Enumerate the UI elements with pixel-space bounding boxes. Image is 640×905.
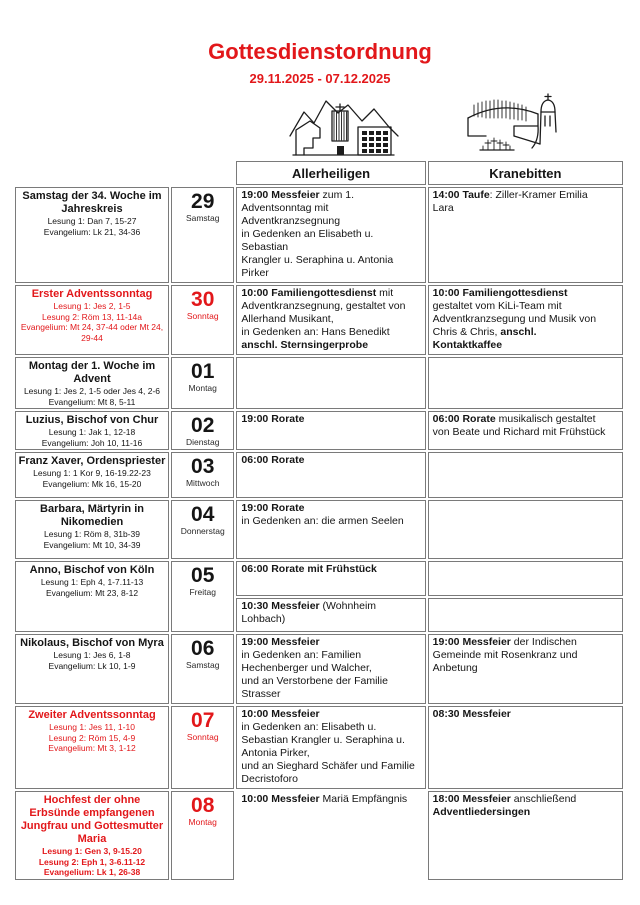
service-cell-kranebitten bbox=[428, 357, 623, 409]
service-text-segment: 10:00 Messfeier bbox=[241, 708, 320, 720]
service-cell-kranebitten bbox=[428, 500, 623, 559]
document-header bbox=[0, 0, 640, 86]
service-text-segment: 06:00 Rorate mit Frühstück bbox=[241, 563, 377, 575]
date-cell bbox=[171, 500, 234, 559]
day-cell bbox=[15, 706, 169, 789]
service-cell-kranebitten bbox=[428, 452, 623, 498]
day-title: Zweiter Adventssonntag bbox=[28, 709, 156, 721]
weekday-label: Montag bbox=[188, 817, 217, 827]
reading-line: Lesung 1: Dan 7, 15-27 bbox=[47, 216, 137, 226]
date-cell bbox=[171, 561, 234, 632]
weekday-label: Sonntag bbox=[186, 311, 219, 321]
reading-line: Lesung 1: Röm 8, 31b-39 bbox=[44, 529, 140, 539]
service-text-segment: musikalisch gestaltet bbox=[495, 413, 596, 425]
reading-line: Lesung 1: Jak 1, 12-18 bbox=[48, 427, 136, 437]
reading-line: Evangelium: Lk 10, 1-9 bbox=[48, 660, 136, 671]
day-cell bbox=[15, 500, 169, 559]
date-range-subtitle: 29.11.2025 - 07.12.2025 bbox=[249, 71, 391, 86]
schedule-row bbox=[15, 411, 623, 450]
column-header-kranebitten: Kranebitten bbox=[428, 161, 623, 185]
service-cell-kranebitten bbox=[428, 634, 623, 704]
schedule-row bbox=[15, 285, 623, 355]
date-number: 04 bbox=[191, 503, 215, 526]
service-text-segment: in Gedenken an: Hans Benedikt bbox=[241, 326, 390, 338]
day-title: Montag der 1. Woche im Advent bbox=[28, 360, 156, 385]
service-text-segment: 10:00 Messfeier bbox=[241, 793, 320, 805]
weekday-label: Montag bbox=[188, 383, 217, 393]
day-cell bbox=[15, 357, 169, 409]
service-text-segment: Adventkranzsegnung, gestaltet von bbox=[241, 300, 406, 312]
reading-line: Evangelium: Mk 16, 15-20 bbox=[42, 478, 142, 489]
service-text-segment: in Gedenken an: Familien bbox=[241, 649, 362, 661]
service-text-segment: in Gedenken an Elisabeth u. Sebastian bbox=[241, 228, 374, 253]
service-text-segment: 10:00 Familiengottesdienst bbox=[241, 287, 377, 299]
service-text-segment: von Beate und Richard mit Frühstück bbox=[432, 426, 606, 438]
weekday-label: Freitag bbox=[189, 587, 216, 597]
date-cell bbox=[171, 634, 234, 704]
header-spacer-day bbox=[15, 161, 169, 185]
service-text-segment: gestaltet vom KiLi-Team mit bbox=[432, 300, 562, 312]
service-text-segment: (Wohnheim bbox=[319, 600, 377, 612]
weekday-label: Donnerstag bbox=[180, 526, 225, 536]
date-number: 01 bbox=[191, 360, 215, 383]
service-text-segment: in Gedenken an: die armen Seelen bbox=[241, 515, 404, 527]
service-text-segment: mit bbox=[376, 287, 394, 299]
service-text-segment: 18:00 Messfeier bbox=[432, 793, 511, 805]
weekday-label: Sonntag bbox=[186, 732, 219, 742]
service-text-segment: Sebastian Krangler u. Seraphina u. bbox=[241, 734, 405, 746]
reading-line: Lesung 1: Jes 11, 1-10 bbox=[49, 722, 135, 732]
date-cell bbox=[171, 187, 234, 283]
reading-line: Lesung 2: Röm 13, 11-14a bbox=[41, 311, 143, 322]
service-text-segment: 14:00 Taufe bbox=[432, 189, 490, 201]
service-text-segment: und an Sieghard Schäfer und Familie bbox=[241, 760, 415, 772]
schedule-body bbox=[15, 187, 623, 880]
day-title: Hochfest der ohne Erbsünde empfangenen Jungfrau und Gottesmutter Maria bbox=[20, 794, 164, 845]
date-number: 08 bbox=[191, 794, 215, 817]
service-cell-allerheiligen bbox=[236, 285, 425, 355]
weekday-label: Mittwoch bbox=[185, 478, 220, 488]
reading-line: Evangelium: Mt 23, 8-12 bbox=[45, 587, 139, 598]
reading-line: Evangelium: Lk 21, 34-36 bbox=[43, 226, 141, 237]
schedule-row bbox=[15, 634, 623, 704]
date-number: 07 bbox=[191, 709, 215, 732]
service-text-segment: Chris & Chris, bbox=[432, 326, 501, 338]
reading-line: Evangelium: Mt 10, 34-39 bbox=[43, 539, 141, 550]
service-text-segment: Krangler u. Seraphina u. Antonia bbox=[241, 254, 394, 266]
service-text-segment: Gemeinde mit Rosenkranz und bbox=[432, 649, 578, 661]
date-cell bbox=[171, 706, 234, 789]
table-header-row bbox=[15, 161, 623, 185]
day-title: Barbara, Märtyrin in Nikomedien bbox=[40, 503, 144, 528]
date-number: 05 bbox=[191, 564, 215, 587]
schedule-row bbox=[15, 706, 623, 789]
day-title: Anno, Bischof von Köln bbox=[29, 564, 155, 576]
schedule-row bbox=[15, 561, 623, 596]
reading-line: Evangelium: Joh 10, 11-16 bbox=[41, 437, 143, 448]
reading-line: Evangelium: Mt 24, 37-44 oder Mt 24, 29-44 bbox=[20, 322, 164, 343]
church-sketch-allerheiligen bbox=[288, 96, 400, 158]
date-number: 02 bbox=[191, 414, 215, 437]
service-text-segment: Pirker bbox=[241, 267, 269, 279]
service-cell-kranebitten bbox=[428, 598, 623, 632]
service-cell-allerheiligen bbox=[236, 598, 425, 632]
service-text-segment: zum 1. bbox=[319, 189, 355, 201]
day-title: Nikolaus, Bischof von Myra bbox=[20, 637, 164, 649]
service-text-segment: der Indischen bbox=[510, 636, 577, 648]
date-number: 06 bbox=[191, 637, 215, 660]
service-cell-allerheiligen bbox=[236, 561, 425, 596]
date-cell bbox=[171, 411, 234, 450]
day-title: Erster Adventssonntag bbox=[31, 288, 153, 300]
reading-line: Lesung 1: 1 Kor 9, 16-19.22-23 bbox=[33, 468, 151, 478]
day-cell bbox=[15, 561, 169, 632]
service-text-segment: 19:00 Messfeier bbox=[432, 636, 511, 648]
reading-line: Lesung 1: Jes 6, 1-8 bbox=[53, 650, 131, 660]
service-text-segment: in Gedenken an: Elisabeth u. bbox=[241, 721, 377, 733]
day-title: Samstag der 34. Woche im Jahreskreis bbox=[22, 190, 162, 215]
service-text-segment: Adventsonntag mit bbox=[241, 202, 329, 214]
service-text-segment: 06:00 Rorate bbox=[432, 413, 496, 425]
reading-line: Evangelium: Lk 1, 26-38 bbox=[43, 867, 141, 877]
service-text-segment: : Ziller-Kramer Emilia bbox=[489, 189, 588, 201]
service-cell-allerheiligen bbox=[236, 452, 425, 498]
service-text-segment: 10:30 Messfeier bbox=[241, 600, 320, 612]
service-cell-kranebitten bbox=[428, 285, 623, 355]
service-cell-allerheiligen bbox=[236, 634, 425, 704]
date-number: 03 bbox=[191, 455, 215, 478]
church-sketch-kranebitten bbox=[452, 92, 584, 158]
service-text-segment: und an Verstorbene der Familie bbox=[241, 675, 388, 687]
day-title: Luzius, Bischof von Chur bbox=[25, 414, 159, 426]
service-cell-kranebitten bbox=[428, 791, 623, 880]
day-cell bbox=[15, 411, 169, 450]
service-text-segment: Hechenberger und Walcher, bbox=[241, 662, 372, 674]
service-text-segment: 10:00 Familiengottesdienst bbox=[432, 287, 568, 299]
service-cell-kranebitten bbox=[428, 561, 623, 596]
service-text-segment: 08:30 Messfeier bbox=[432, 708, 511, 720]
date-cell bbox=[171, 791, 234, 880]
reading-line: Lesung 2: Röm 15, 4-9 bbox=[48, 732, 136, 743]
service-text-segment: Kontaktkaffee bbox=[432, 339, 503, 351]
date-cell bbox=[171, 452, 234, 498]
service-text-segment: Mariä Empfängnis bbox=[319, 793, 408, 805]
service-text-segment: 19:00 Messfeier bbox=[241, 636, 320, 648]
day-cell bbox=[15, 452, 169, 498]
service-text-segment: Antonia Pirker, bbox=[241, 747, 310, 759]
page-title: Gottesdienstordnung bbox=[208, 39, 432, 64]
service-text-segment: Lara bbox=[432, 202, 454, 214]
header-spacer-date bbox=[171, 161, 234, 185]
service-cell-allerheiligen bbox=[236, 187, 425, 283]
weekday-label: Samstag bbox=[185, 213, 220, 223]
date-cell bbox=[171, 357, 234, 409]
day-cell bbox=[15, 791, 169, 880]
reading-line: Lesung 1: Jes 2, 1-5 bbox=[53, 301, 131, 311]
day-cell bbox=[15, 187, 169, 283]
reading-line: Lesung 1: Gen 3, 9-15.20 bbox=[42, 846, 142, 856]
service-text-segment: 19:00 Rorate bbox=[241, 413, 305, 425]
reading-line: Evangelium: Mt 3, 1-12 bbox=[48, 743, 136, 753]
service-text-segment: 19:00 Rorate bbox=[241, 502, 305, 514]
service-text-segment: anschl. Sternsingerprobe bbox=[241, 339, 369, 351]
service-cell-kranebitten bbox=[428, 706, 623, 789]
church-sketches bbox=[0, 87, 640, 159]
schedule-row bbox=[15, 187, 623, 283]
reading-line: Evangelium: Mt 8, 5-11 bbox=[48, 396, 136, 407]
schedule-row bbox=[15, 500, 623, 559]
schedule-row bbox=[15, 452, 623, 498]
day-cell bbox=[15, 634, 169, 704]
service-text-segment: Adventliedersingen bbox=[432, 806, 531, 818]
day-cell bbox=[15, 285, 169, 355]
service-text-segment: Lohbach) bbox=[241, 613, 286, 625]
service-cell-kranebitten bbox=[428, 187, 623, 283]
service-schedule-table bbox=[13, 159, 625, 882]
date-number: 30 bbox=[191, 288, 215, 311]
reading-line: Lesung 1: Eph 4, 1-7.11-13 bbox=[40, 577, 144, 587]
date-number: 29 bbox=[191, 190, 215, 213]
service-cell-allerheiligen bbox=[236, 411, 425, 450]
service-text-segment: Anbetung bbox=[432, 662, 478, 674]
service-text-segment: Adventkranzsegnung bbox=[241, 215, 341, 227]
service-text-segment: Decristoforo bbox=[241, 773, 299, 785]
service-text-segment: anschl. bbox=[500, 326, 537, 338]
reading-line: Lesung 1: Jes 2, 1-5 oder Jes 4, 2-6 bbox=[23, 386, 161, 396]
day-title: Franz Xaver, Ordenspriester bbox=[18, 455, 166, 467]
service-text-segment: anschließend bbox=[510, 793, 577, 805]
date-cell bbox=[171, 285, 234, 355]
service-text-segment: 06:00 Rorate bbox=[241, 454, 305, 466]
weekday-label: Samstag bbox=[185, 660, 220, 670]
column-header-allerheiligen: Allerheiligen bbox=[236, 161, 425, 185]
service-text-segment: Adventkranzsegung und Musik von bbox=[432, 313, 597, 325]
service-cell-allerheiligen bbox=[236, 706, 425, 789]
schedule-row bbox=[15, 791, 623, 880]
weekday-label: Dienstag bbox=[185, 437, 220, 447]
service-text-segment: 19:00 Messfeier bbox=[241, 189, 320, 201]
service-cell-allerheiligen bbox=[236, 791, 425, 880]
service-cell-allerheiligen bbox=[236, 500, 425, 559]
service-text-segment: Allerhand Musikant, bbox=[241, 313, 334, 325]
service-text-segment: Strasser bbox=[241, 688, 281, 700]
service-cell-allerheiligen bbox=[236, 357, 425, 409]
schedule-row bbox=[15, 357, 623, 409]
service-cell-kranebitten bbox=[428, 411, 623, 450]
reading-line: Lesung 2: Eph 1, 3-6.11-12 bbox=[38, 856, 146, 867]
